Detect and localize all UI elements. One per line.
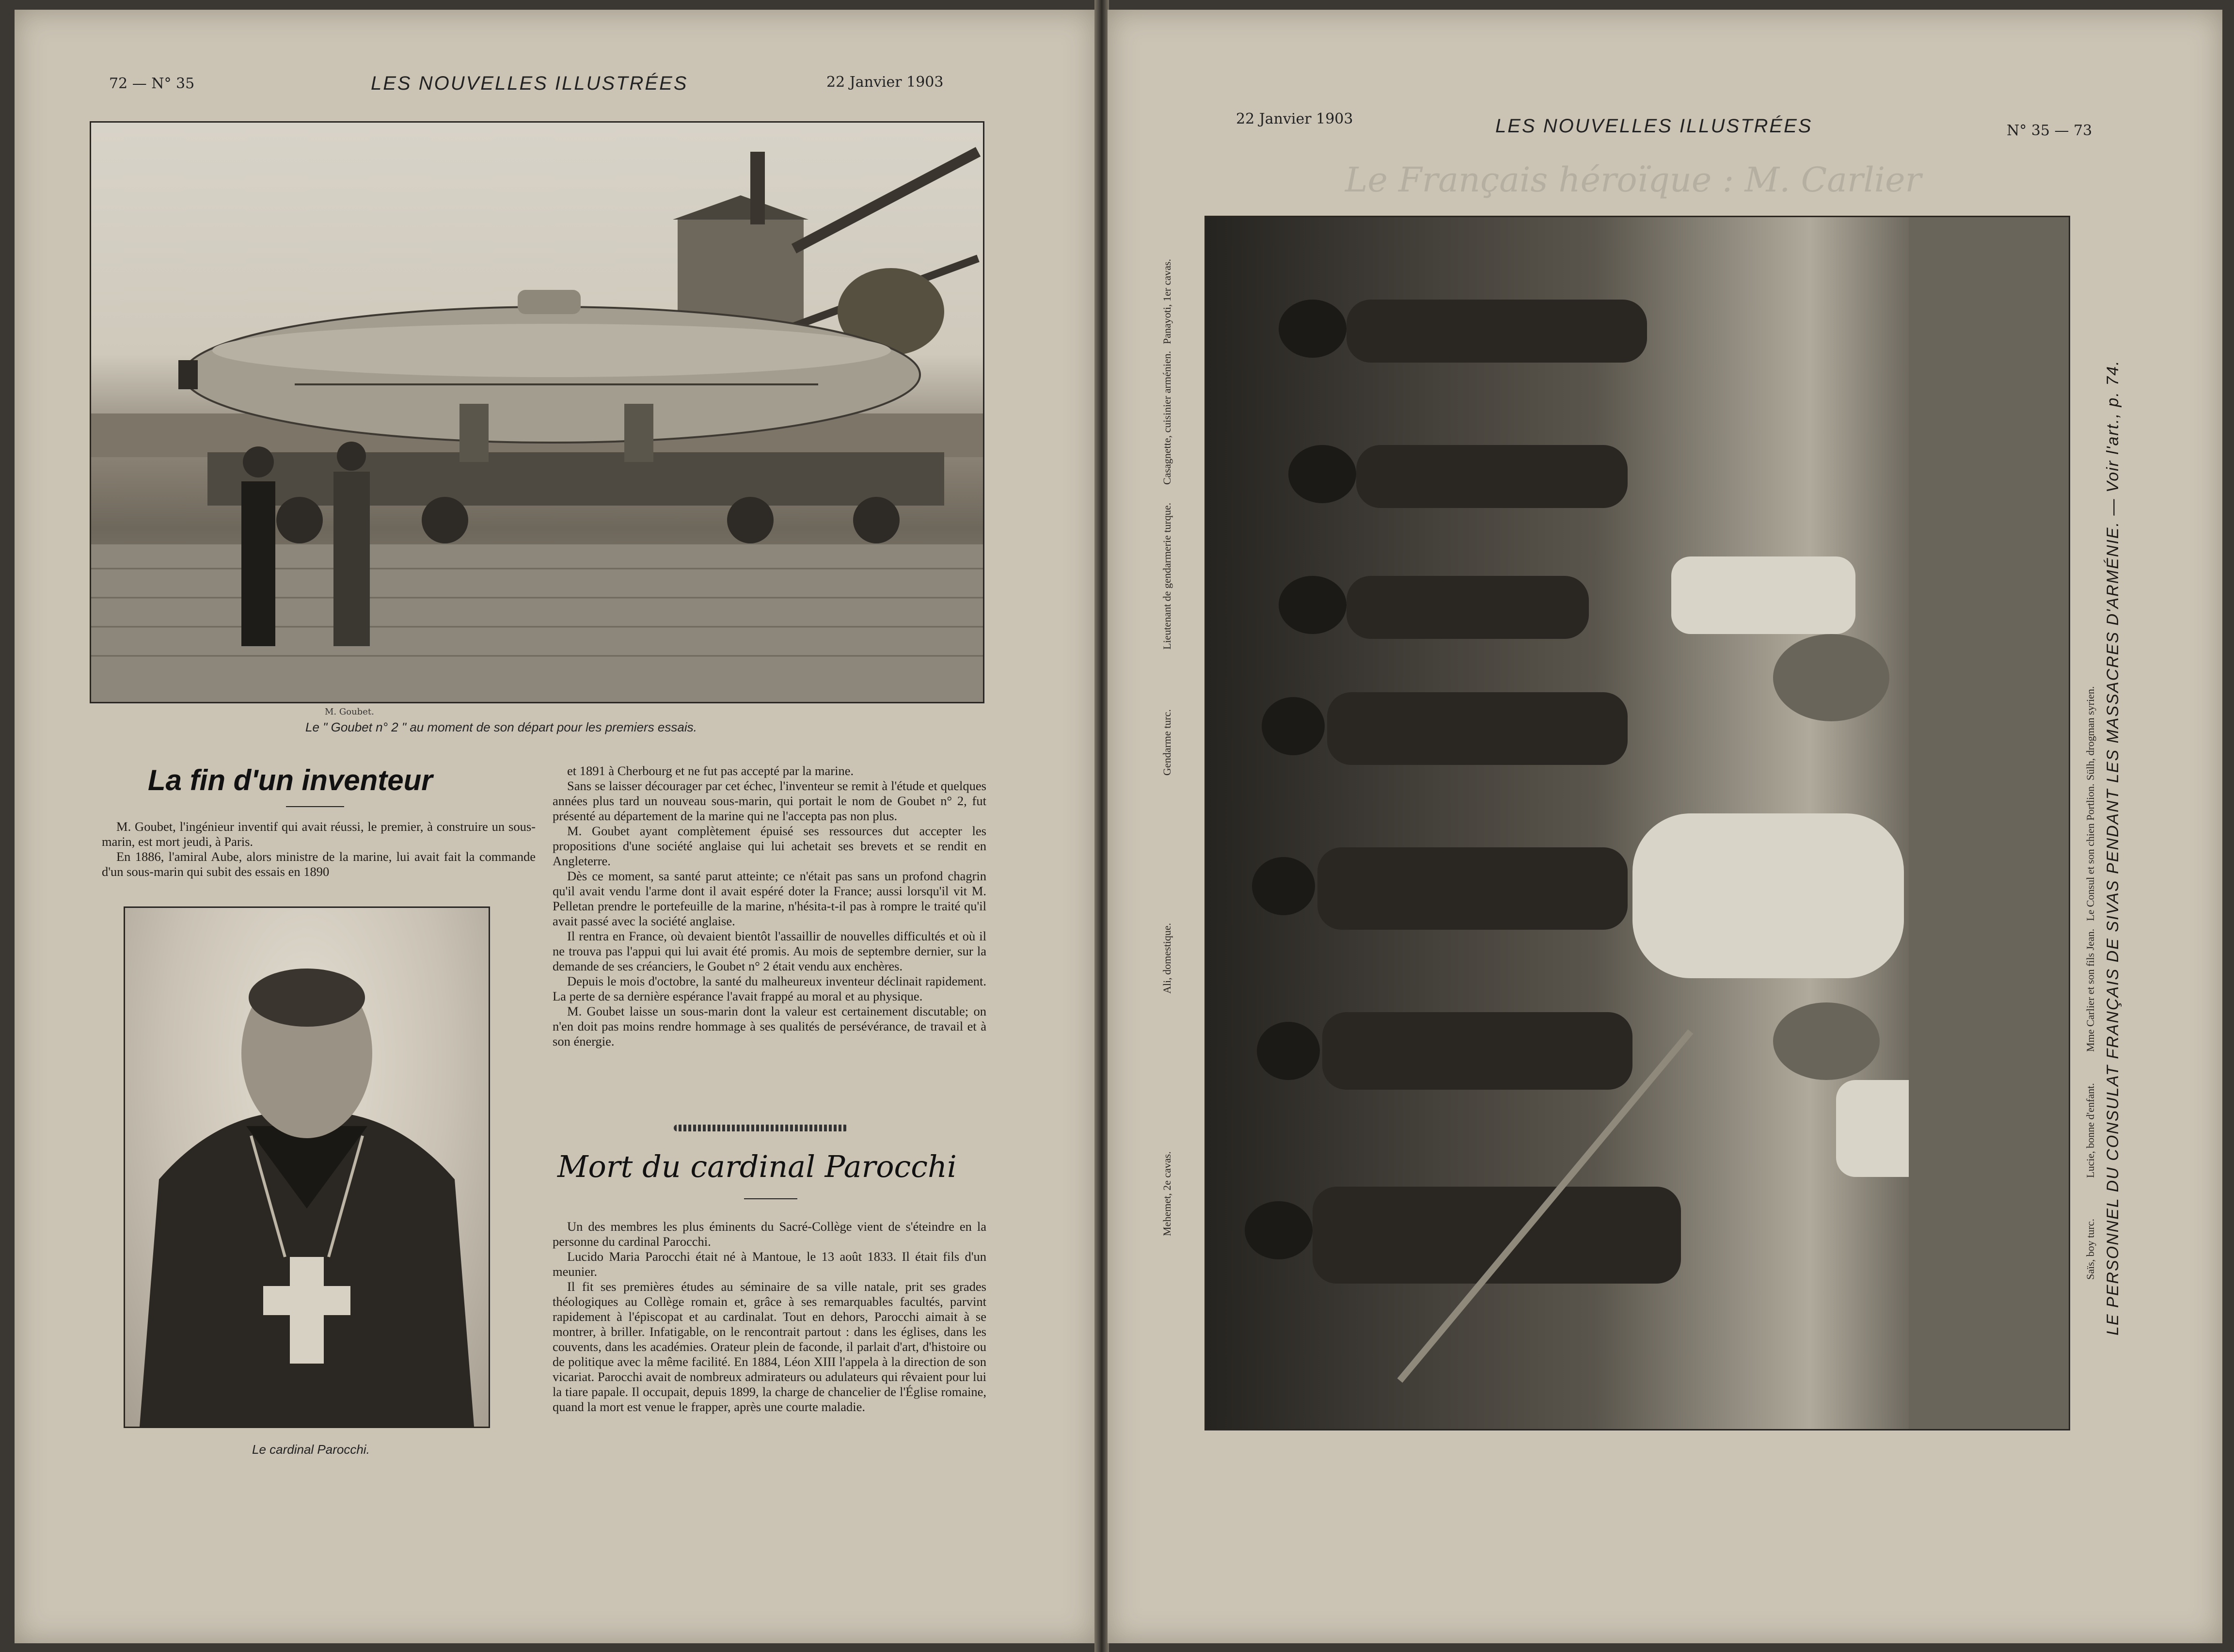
spread-gutter (1094, 0, 1109, 1652)
right-header-title: LES NOUVELLES ILLUSTRÉES (1495, 115, 1813, 137)
left-folio: 72 — N° 35 (109, 75, 195, 92)
article1-col2-para: Il rentra en France, où devaient bientôt l'assaillir de nouvelles difficultés et où il ne trouva pas l'appui qui lui avait été promis. Au mois de septembre dernier, sur la demande de ses créanciers, le Goubet n° 2 était vendu aux enchères. (553, 929, 986, 973)
label-casagnette: Casagnette, cuisinier arménien. (1161, 350, 1173, 485)
consulate-group-photo (1204, 216, 2070, 1430)
label-lieutenant: Lieutenant de gendarmerie turque. (1161, 503, 1173, 650)
article2-para: Il fit ses premières études au séminaire de sa ville natale, prit ses grades théologiques au Collège romain et, grâce à ses remarquables facultés, parvint rapidement à l'épiscopat et au cardinalat. Tout en dehors, Parocchi aimait à se montrer, à briller. Infatigable, on le rencontrait partout : dans les églises, dans les couvents, dans les académies. Orateur plein de faconde, il parlait d'art, d'histoire ou de politique avec la même facilité. En 1884, Léon XIII l'appela à la direction de son vicariat. Parocchi avait de nombreux admirateurs ou adulateurs qui rêvaient pour lui la tiare papale. Il occupait, depuis 1899, la charge de chancelier de l'Église romaine, quand la mort est venue le frapper, après une courte maladie. (553, 1279, 986, 1414)
label-panayoti: Panayoti, 1er cavas. (1161, 259, 1173, 344)
article1-title: La fin d'un inventeur (148, 764, 433, 796)
faint-bleedthrough-title: Le Français héroïque : M. Carlier (1345, 160, 1922, 200)
label-lucie: Lucie, bonne d'enfant. (2084, 1083, 2096, 1178)
article2-rule (744, 1198, 797, 1199)
submarine-photo-credit: M. Goubet. (325, 707, 374, 717)
label-sais: Saïs, boy turc. (2084, 1219, 2096, 1280)
article1-column2 (553, 763, 986, 1049)
label-mehemet: Mehemet, 2e cavas. (1161, 1151, 1173, 1236)
article2-para: Lucido Maria Parocchi était né à Mantoue, le 13 août 1833. Il était fils d'un meunier. (553, 1249, 986, 1279)
article1-col2-para: et 1891 à Cherbourg et ne fut pas accepté par la marine. (567, 763, 854, 778)
group-photo-illustration (1206, 217, 2069, 1429)
article1-col1-para: M. Goubet, l'ingénieur inventif qui avait réussi, le premier, à construire un sous-marin, est mort jeudi, à Paris. (102, 819, 536, 849)
cardinal-caption: Le cardinal Parocchi. (252, 1442, 370, 1457)
submarine-photo-caption: Le " Goubet n° 2 " au moment de son départ pour les premiers essais. (305, 720, 697, 734)
article1-rule (286, 806, 344, 807)
group-photo-main-caption: LE PERSONNEL DU CONSULAT FRANÇAIS DE SIVAS PENDANT LES MASSACRES D'ARMÉNIE. — Voir l'art., p. 74. (2104, 360, 2122, 1335)
ornament-divider (674, 1125, 848, 1131)
article1-col2-para: Sans se laisser décourager par cet échec, l'inventeur se remit à l'étude et quelques années plus tard un nouveau sous-marin, qui portait le nom de Goubet n° 2, fut présenté au département de la marine qui ne l'accepta pas non plus. (553, 778, 986, 823)
label-sulh: Sülh, drogman syrien. (2084, 686, 2096, 780)
article1-col1-para: En 1886, l'amiral Aube, alors ministre de la marine, lui avait fait la commande d'un sous-marin qui subit des essais en 1890 (102, 849, 536, 879)
right-folio: N° 35 — 73 (2007, 122, 2092, 139)
left-header-date: 22 Janvier 1903 (826, 74, 944, 91)
article1-col2-para: M. Goubet ayant complètement épuisé ses ressources dut accepter les propositions d'une société anglaise qui lui achetait ses brevets et se rendit en Angleterre. (553, 824, 986, 868)
article1-column1 (102, 819, 536, 879)
article1-col2-para: Depuis le mois d'octobre, la santé du malheureux inventeur déclinait rapidement. La perte de sa dernière espérance l'avait frappé au moral et au physique. (553, 974, 986, 1003)
right-page (1108, 10, 2222, 1643)
cardinal-illustration (125, 908, 489, 1427)
article2-title: Mort du cardinal Parocchi (557, 1149, 957, 1184)
label-gendarme: Gendarme turc. (1161, 709, 1173, 776)
right-header-date: 22 Janvier 1903 (1236, 111, 1353, 127)
left-page (15, 10, 1095, 1643)
article1-col2-para: M. Goubet laisse un sous-marin dont la valeur est certainement discutable; on n'en doit pas moins rendre hommage à ses qualités de persévérance, de travail et à son énergie. (553, 1004, 986, 1048)
label-ali: Ali, domestique. (1161, 922, 1173, 994)
submarine-illustration (91, 123, 983, 702)
left-header-title: LES NOUVELLES ILLUSTRÉES (371, 73, 688, 94)
label-consul: Le Consul et son chien Portlion. (2084, 783, 2096, 921)
label-mme-carlier: Mme Carlier et son fils Jean. (2084, 928, 2096, 1052)
article2-column (553, 1219, 986, 1414)
submarine-photo (90, 121, 984, 703)
article2-para: Un des membres les plus éminents du Sacré-Collège vient de s'éteindre en la personne du cardinal Parocchi. (553, 1219, 986, 1249)
article1-col2-para: Dès ce moment, sa santé parut atteinte; ce n'était pas sans un profond chagrin qu'il avait vendu l'arme dont il avait espéré doter la France; aussi lorsqu'il vit M. Pelletan prendre le portefeuille de la marine, n'hésita-t-il pas à rompre le traité qu'il avait passé avec la société anglaise. (553, 869, 986, 928)
cardinal-portrait (124, 906, 490, 1428)
